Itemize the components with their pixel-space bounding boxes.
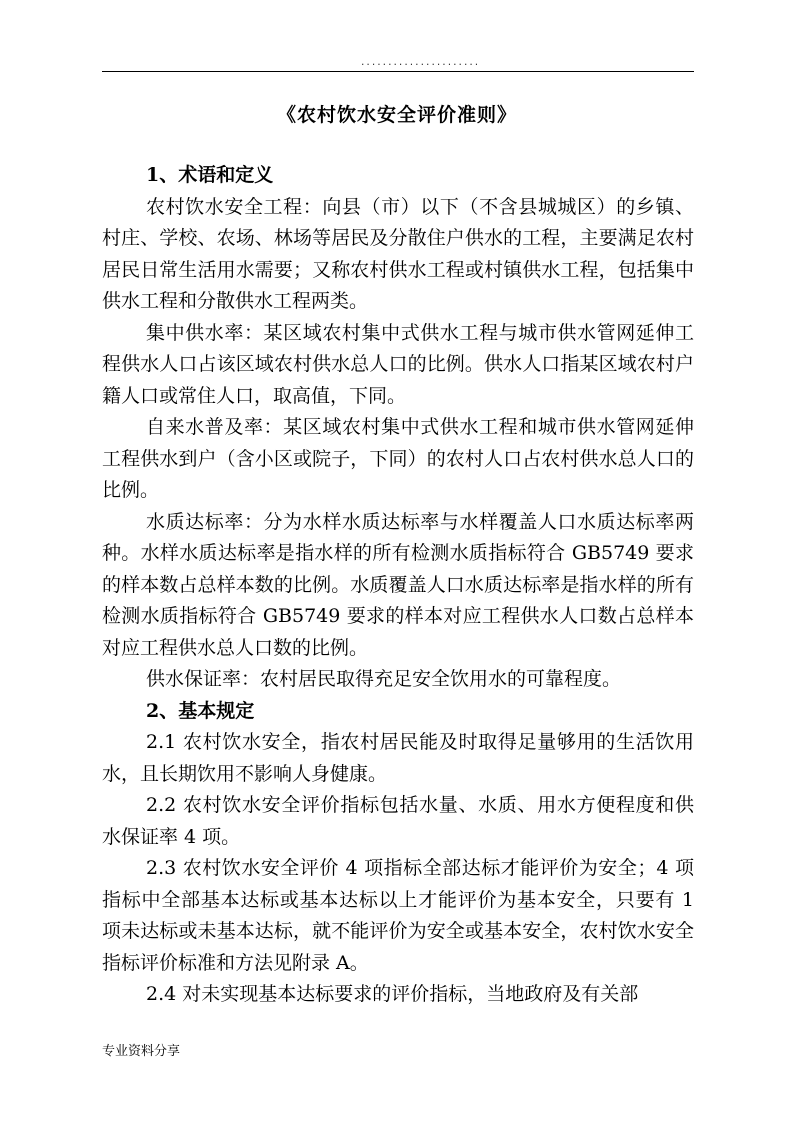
paragraph-centralized-rate: 集中供水率：某区域农村集中式供水工程与城市供水管网延伸工程供水人口占该区域农村供水总人口的比例。供水人口指某区域农村户籍人口或常住人口，取高值，下同。 [102,321,694,407]
document-body [102,160,694,1011]
paragraph-rule-2-3: 2.3 农村饮水安全评价 4 项指标全部达标才能评价为安全；4 项指标中全部基本达标或基本达标以上才能评价为基本安全，只要有 1 项未达标或未基本达标，就不能评价为安全或基本安全，农村饮水安全指标评价标准和方法见附录 A。 [102,857,694,974]
paragraph-rule-2-2: 2.2 农村饮水安全评价指标包括水量、水质、用水方便程度和供水保证率 4 项。 [102,794,694,848]
paragraph-rule-2-1: 2.1 农村饮水安全，指农村居民能及时取得足量够用的生活饮用水，且长期饮用不影响人身健康。 [102,731,694,785]
paragraph-tap-water-rate: 自来水普及率：某区域农村集中式供水工程和城市供水管网延伸工程供水到户（含小区或院子，下同）的农村人口占农村供水总人口的比例。 [102,416,694,501]
section-heading-terms: 1、术语和定义 [146,164,274,186]
header-dots: ...................... [360,58,480,68]
header-rule [102,71,694,72]
footer-text: 专业资料分享 [102,1044,181,1059]
section-heading-basic-rules: 2、基本规定 [146,699,255,722]
paragraph-water-quality-rate: 水质达标率：分为水样水质达标率与水样覆盖人口水质达标率两种。水样水质达标率是指水样的所有检测水质指标符合 GB5749 要求的样本数占总样本数的比例。水质覆盖人口水质达标率是指水样的所有检测水质指标符合 GB5749 要求的样本对应工程供水人口数占总样本对应工程供水总人口数的比例。 [102,510,694,659]
paragraph-rule-2-4: 2.4 对未实现基本达标要求的评价指标，当地政府及有关部 [146,983,639,1005]
document-title: 《农村饮水安全评价准则》 [276,104,517,126]
paragraph-project-definition: 农村饮水安全工程：向县（市）以下（不含县城城区）的乡镇、村庄、学校、农场、林场等居民及分散住户供水的工程，主要满足农村居民日常生活用水需要；又称农村供水工程或村镇供水工程，包括集中供水工程和分散供水工程两类。 [102,195,694,312]
paragraph-supply-guarantee: 供水保证率：农村居民取得充足安全饮用水的可靠程度。 [146,668,622,690]
